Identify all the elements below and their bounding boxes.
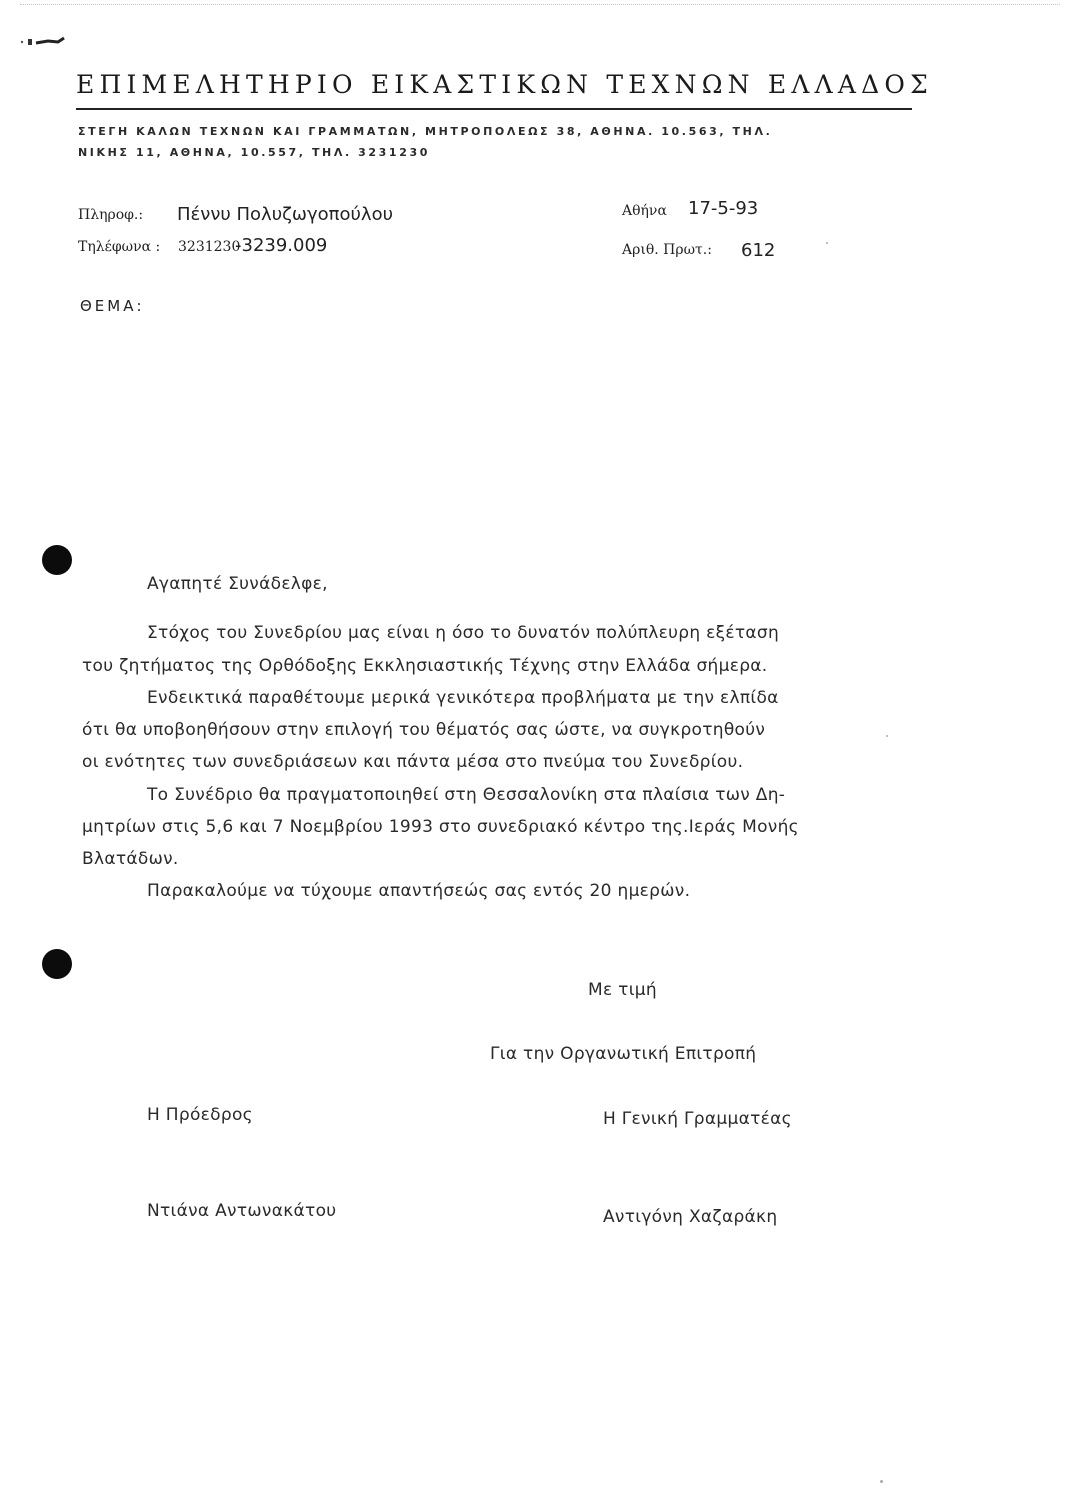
letterhead-address-line2: ΝΙΚΗΣ 11, ΑΘΗΝΑ, 10.557, ΤΗΛ. 3231230 (78, 146, 430, 159)
scan-mark-icon (18, 34, 66, 48)
signature-left-name: Ντιάνα Αντωνακάτου (147, 1201, 337, 1221)
letter-line: Ενδεικτικά παραθέτουμε μερικά γενικότερα προβλήματα με την ελπίδα (147, 688, 779, 708)
protocol-label: Αριθ. Πρωτ.: (622, 242, 712, 258)
letter-line: Στόχος του Συνεδρίου μας είναι η όσο το δυνατόν πολύπλευρη εξέταση (147, 623, 780, 643)
phone-label: Τηλέφωνα : (78, 239, 161, 255)
punch-hole-icon (42, 545, 72, 575)
letterhead-address-line1: ΣΤΕΓΗ ΚΑΛΩΝ ΤΕΧΝΩΝ ΚΑΙ ΓΡΑΜΜΑΤΩΝ, ΜΗΤΡΟΠΟΛΕΩΣ 38, ΑΘΗΝΑ. 10.563, ΤΗΛ. (78, 125, 773, 138)
phone-value-printed: 3231230 (178, 239, 241, 255)
protocol-number: 612 (741, 240, 776, 261)
letter-line: μητρίων στις 5,6 και 7 Νοεμβρίου 1993 στο συνεδριακό κέντρο της.Ιεράς Μονής (82, 817, 799, 837)
letter-line: ότι θα υποβοηθήσουν στην επιλογή του θέματός σας ώστε, να συγκροτηθούν (82, 720, 766, 740)
scan-speck (886, 735, 888, 737)
letter-line: Βλατάδων. (82, 849, 179, 869)
punch-hole-icon (42, 949, 72, 979)
scan-speck (880, 1480, 883, 1483)
letterhead-rule (76, 108, 912, 110)
phone-value-typed: -3239.009 (235, 235, 328, 256)
signature-left-title: Η Πρόεδρος (147, 1105, 253, 1125)
city-label: Αθήνα (622, 203, 667, 219)
signature-right-title: Η Γενική Γραμματέας (603, 1109, 792, 1129)
letter-line: οι ενότητες των συνεδριάσεων και πάντα μέσα στο πνεύμα του Συνεδρίου. (82, 752, 744, 772)
signature-right-name: Αντιγόνη Χαζαράκη (603, 1207, 778, 1227)
letter-date: 17-5-93 (688, 198, 759, 219)
letter-line: Παρακαλούμε να τύχουμε απαντήσεώς σας εντός 20 ημερών. (147, 881, 691, 901)
scan-speck (826, 242, 828, 244)
letter-line: του ζητήματος της Ορθόδοξης Εκκλησιαστικής Τέχνης στην Ελλάδα σήμερα. (82, 656, 768, 676)
salutation: Αγαπητέ Συνάδελφε, (147, 574, 328, 594)
letter-line: Το Συνέδριο θα πραγματοποιηθεί στη Θεσσαλονίκη στα πλαίσια των Δη- (147, 785, 786, 805)
subject-label: ΘΕΜΑ: (80, 297, 145, 315)
scan-edge-dots (20, 4, 1060, 5)
contact-value: Πέννυ Πολυζωγοπούλου (177, 204, 393, 225)
contact-label: Πληροφ.: (78, 207, 144, 223)
letterhead-organization: ΕΠΙΜΕΛΗΤΗΡΙΟ ΕΙΚΑΣΤΙΚΩΝ ΤΕΧΝΩΝ ΕΛΛΑΔΟΣ (76, 70, 933, 99)
closing: Με τιμή (588, 980, 657, 1000)
committee: Για την Οργανωτική Επιτροπή (490, 1044, 757, 1064)
